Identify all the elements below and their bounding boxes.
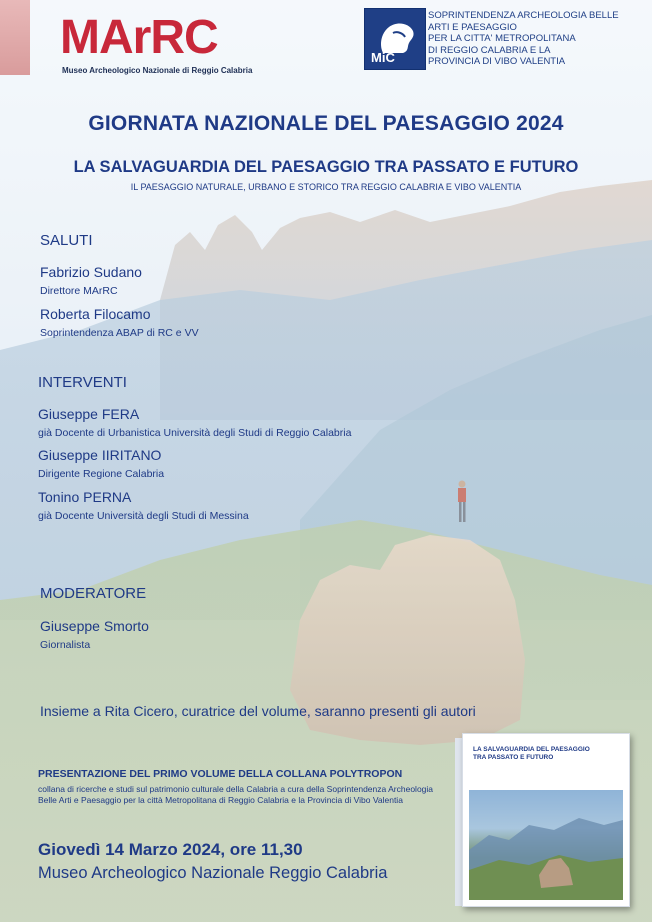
speaker-name: Tonino PERNA (38, 489, 132, 505)
speaker-role: già Docente Università degli Studi di Messina (38, 510, 249, 522)
mic-label: MiC (371, 50, 395, 65)
book-cover (462, 733, 630, 907)
speaker-role: Direttore MArRC (40, 285, 118, 297)
saluti-heading: SALUTI (40, 232, 93, 249)
soprintendenza-line: PROVINCIA DI VIBO VALENTIA (428, 56, 566, 67)
speaker-name: Roberta Filocamo (40, 306, 151, 322)
speaker-role: già Docente di Urbanistica Università degli Studi di Reggio Calabria (38, 427, 352, 439)
book-cover-image (469, 790, 623, 900)
presentation-title: PRESENTAZIONE DEL PRIMO VOLUME DELLA COLLANA POLYTROPON (38, 768, 403, 780)
soprintendenza-text (428, 10, 648, 68)
moderator-name: Giuseppe Smorto (40, 618, 149, 634)
marrc-decoration-strip (0, 0, 30, 75)
moderator-role: Giornalista (40, 639, 91, 651)
moderatore-heading: MODERATORE (40, 585, 147, 602)
book-mountain-illustration (469, 790, 623, 900)
event-date: Giovedì 14 Marzo 2024, ore 11,30 (38, 840, 303, 859)
speaker-name: Giuseppe IIRITANO (38, 447, 162, 463)
marrc-subtitle: Museo Archeologico Nazionale di Reggio Calabria (62, 66, 253, 75)
presentation-description: collana di ricerche e studi sul patrimonio culturale della Calabria a cura della Soprintendenza Archeologia Belle Arti e Paesaggio per la città Metropolitana di Reggio Calabria e la Provincia di Vibo Valentia (38, 784, 434, 805)
interventi-heading: INTERVENTI (38, 374, 127, 391)
speaker-name: Fabrizio Sudano (40, 264, 142, 280)
mic-logo (364, 8, 426, 70)
soprintendenza-line: PER LA CITTA' METROPOLITANA (428, 33, 576, 44)
soprintendenza-line: ARTI E PAESAGGIO (428, 21, 517, 33)
book-title-line: TRA PASSATO E FUTURO (473, 754, 554, 761)
event-place: Museo Archeologico Nazionale Reggio Calabria (38, 864, 388, 882)
book-title (473, 746, 621, 762)
book-title-line: LA SALVAGUARDIA DEL PAESAGGIO (473, 746, 590, 753)
speaker-name: Giuseppe FERA (38, 406, 140, 422)
soprintendenza-line: DI REGGIO CALABRIA E LA (428, 44, 551, 56)
tagline: IL PAESAGGIO NATURALE, URBANO E STORICO TRA REGGIO CALABRIA E VIBO VALENTIA (130, 182, 522, 192)
marrc-logo: MArRC (60, 11, 218, 64)
speaker-role: Soprintendenza ABAP di RC e VV (40, 327, 199, 339)
soprintendenza-line: SOPRINTENDENZA ARCHEOLOGIA BELLE (428, 10, 619, 21)
subtitle: LA SALVAGUARDIA DEL PAESAGGIO TRA PASSATO E FUTURO (73, 158, 579, 176)
authors-note: Insieme a Rita Cicero, curatrice del volume, saranno presenti gli autori (40, 703, 476, 719)
speaker-role: Dirigente Regione Calabria (38, 468, 165, 480)
main-title: GIORNATA NAZIONALE DEL PAESAGGIO 2024 (88, 112, 564, 135)
